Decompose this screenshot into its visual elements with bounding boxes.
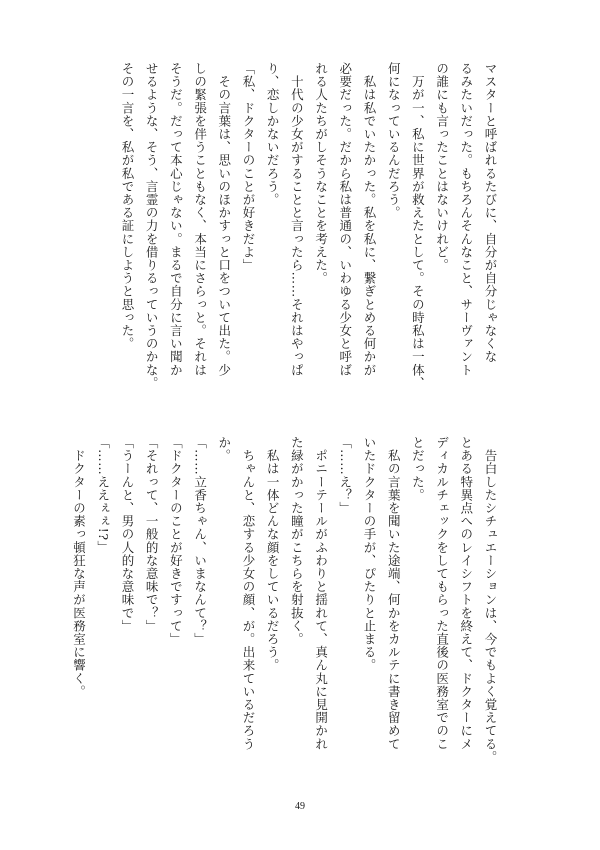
- text-line: 何になっているんだろう。: [386, 62, 402, 220]
- dialogue-line: 「……え？」: [337, 436, 353, 515]
- text-line: ディカルチェックをしてもらった直後の医務室でのこ: [434, 436, 450, 751]
- text-line: れる人たちがしそうなことを考えた。: [313, 62, 329, 285]
- text-line: 十代の少女がすることと言ったら……それはやっぱ: [289, 62, 305, 377]
- dialogue-line: 「うーんと、男の人的な意味で」: [119, 436, 135, 633]
- text-line: 私は私でいたかった。私を私に、繋ぎとめる何かが: [361, 62, 377, 377]
- upper-text-block: [86, 62, 502, 402]
- text-line: そうだ。だって本心じゃない。まるで自分に言い聞か: [168, 62, 184, 377]
- text-line: その一言を、私が私である証にしようと思った。: [119, 62, 135, 351]
- text-line: 万が一、私に世界が救えたとして。その時私は一体、: [410, 62, 426, 390]
- text-line: とだった。: [410, 436, 426, 502]
- text-line: 告白したシチュエーションは、今でもよく覚えてる。: [483, 436, 498, 764]
- dialogue-line: 「……立香ちゃん、いまなんて？」: [192, 436, 208, 646]
- text-line: た緑がかった瞳がこちらを射抜く。: [289, 436, 305, 646]
- text-line: 私の言葉を聞いた途端、何かをカルテに書き留めて: [386, 436, 402, 751]
- text-line: ポニーテールがふわりと揺れて、真ん丸に見開かれ: [313, 436, 329, 751]
- text-line: り、恋しかないだろう。: [265, 62, 281, 207]
- page-number: 49: [295, 801, 305, 812]
- dialogue-line: 「それって、一般的な意味で？」: [144, 436, 160, 633]
- text-line: 私は一体どんな顔をしているだろう。: [265, 436, 281, 672]
- dialogue-line: 「ドクターのことが好きですって」: [168, 436, 184, 646]
- text-line: るみたいだった。もちろんそんなこと、サーヴァント: [458, 62, 474, 377]
- text-line: いたドクターの手が、ぴたりと止まる。: [361, 436, 377, 672]
- text-line: ちゃんと、恋する少女の顔、が。出来ているだろう: [240, 436, 256, 751]
- lower-text-block: [71, 436, 502, 786]
- text-line: せるような、そう、言霊の力を借りるっていうのかな。: [144, 62, 160, 390]
- dialogue-line: 「……ええぇぇ!?」: [95, 436, 111, 554]
- text-line: の誰にも言ったことはないけれど。: [434, 62, 450, 272]
- text-line: マスターと呼ばれるたびに、自分が自分じゃなくな: [483, 62, 498, 364]
- text-line: 必要だった。だから私は普通の、いわゆる少女と呼ば: [337, 62, 353, 377]
- text-line: しの緊張を伴うこともなく、本当にさらっと。それは: [192, 62, 208, 377]
- text-line: とある特異点へのレイシフトを終えて、ドクターにメ: [458, 436, 474, 751]
- text-line: ドクターの素っ頓狂な声が医務室に響く。: [71, 436, 87, 698]
- text-line: その言葉は、思いのほかすっと口をついて出た。少: [216, 62, 232, 377]
- dialogue-line: 「私、ドクターのことが好きだよ」: [240, 62, 256, 272]
- text-line: か。: [216, 436, 232, 463]
